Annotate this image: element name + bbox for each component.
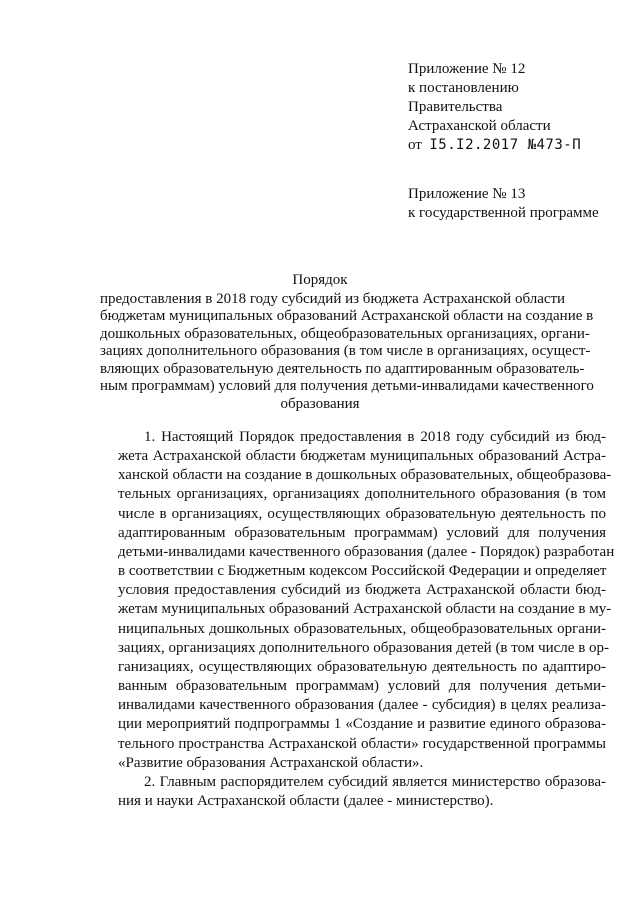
text-line: ванным образовательным программам) условий для получения детьми- xyxy=(118,678,606,695)
text-line: «Развитие образования Астраханской области». xyxy=(118,754,424,771)
text-line: условия предоставления субсидий из бюджета Астраханской области бюд- xyxy=(118,582,606,599)
title-line: вляющих образовательную деятельность по адаптированным образователь- xyxy=(100,360,585,377)
appendix-12-number: Приложение № 12 xyxy=(408,61,526,77)
appendix-12-ref-line: Астраханской области xyxy=(408,118,551,134)
text-line: ганизациях, осуществляющих образовательную деятельность по адаптиро- xyxy=(118,658,606,675)
title-line: бюджетам муниципальных образований Астраханской области на создание в xyxy=(100,308,594,324)
text-line: 1. Настоящий Порядок предоставления в 2018 году субсидий из бюд- xyxy=(144,429,606,445)
appendix-12-date-line xyxy=(408,136,581,155)
date-stamp: I5.I2.2017 №473-П xyxy=(429,137,582,153)
text-line: адаптированным образовательным программам) условий для получения xyxy=(118,524,606,541)
date-prefix: от xyxy=(408,137,422,153)
title-line: ным программам) условий для получения детьми-инвалидами качественного xyxy=(100,378,594,394)
document-title xyxy=(100,272,594,413)
text-line: инвалидами качественного образования (далее - субсидия) в целях реализа- xyxy=(118,697,606,714)
title-line: дошкольных образовательных, общеобразовательных организациях, органи- xyxy=(100,325,590,342)
text-line: детьми-инвалидами качественного образования (далее - Порядок) разработан xyxy=(118,543,615,560)
title-heading: Порядок xyxy=(292,272,348,288)
text-line: тельных организациях, организациях дополнительного образования (в том xyxy=(118,486,606,503)
text-line: жетам муниципальных образований Астраханской области на создание в му- xyxy=(118,601,612,618)
document-body xyxy=(118,428,615,811)
appendix-13-number: Приложение № 13 xyxy=(408,186,526,202)
paragraph-1 xyxy=(118,428,615,773)
title-line: образования xyxy=(280,395,360,412)
text-line: ханской области на создание в дошкольных образовательных, общеобразова- xyxy=(118,467,612,484)
title-line: зациях дополнительного образования (в том числе в организациях, осущест- xyxy=(100,343,591,359)
text-line: зациях, организациях дополнительного образования детей (в том числе в ор- xyxy=(118,639,610,656)
text-line: тельного пространства Астраханской области» государственной программы xyxy=(118,735,606,752)
text-line: ния и науки Астраханской области (далее - министерство). xyxy=(118,792,494,809)
appendix-13-block xyxy=(408,185,599,223)
text-line: в соответствии с Бюджетным кодексом Российской Федерации и определяет xyxy=(118,563,607,580)
appendix-13-ref-line: к государственной программе xyxy=(408,205,599,221)
text-line: числе в организациях, осуществляющих образовательную деятельность по xyxy=(118,505,606,522)
text-line: жета Астраханской области бюджетам муниципальных образований Астра- xyxy=(118,448,606,465)
appendix-12-ref-line: Правительства xyxy=(408,99,503,115)
text-line: 2. Главным распорядителем субсидий является министерство образова- xyxy=(144,773,606,790)
title-line: предоставления в 2018 году субсидий из бюджета Астраханской области xyxy=(100,290,566,307)
paragraph-2 xyxy=(118,773,606,811)
text-line: ции мероприятий подпрограммы 1 «Создание и развитие единого образова- xyxy=(118,716,606,733)
appendix-12-ref-line: к постановлению xyxy=(408,80,519,96)
text-line: ниципальных дошкольных образовательных, общеобразовательных органи- xyxy=(118,620,606,637)
appendix-12-block xyxy=(408,60,581,155)
